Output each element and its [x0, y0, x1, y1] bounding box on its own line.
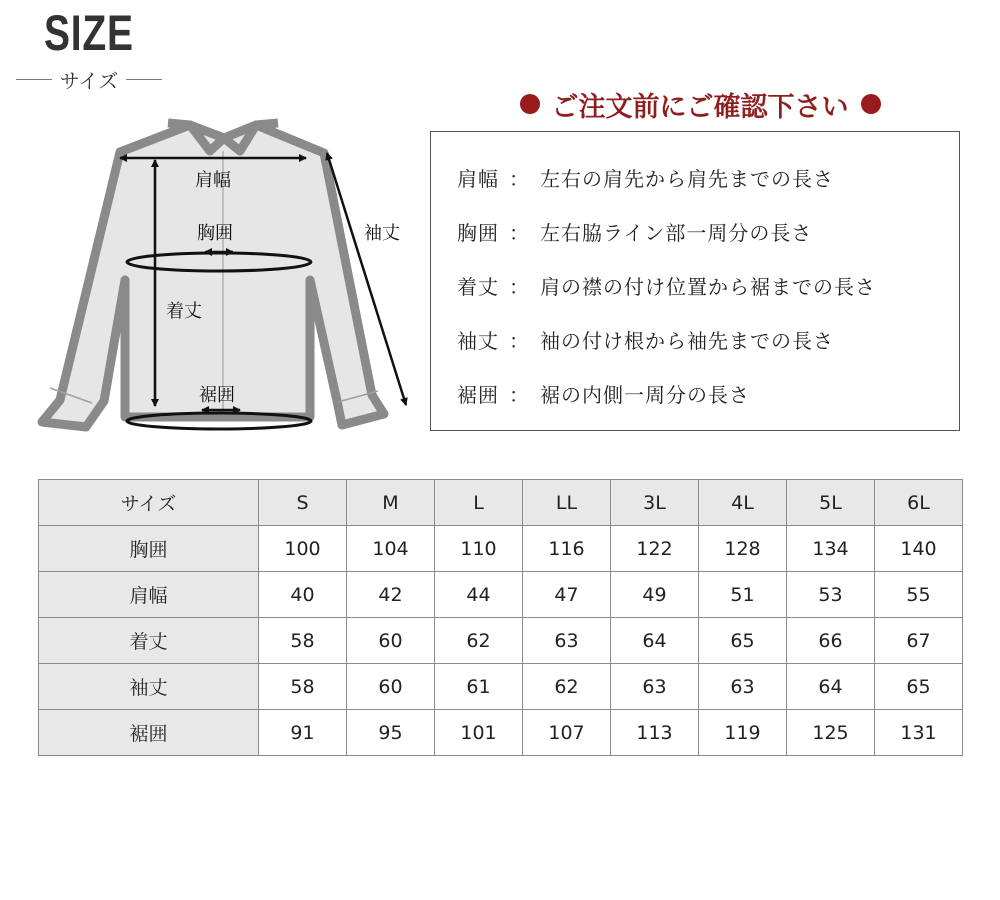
definition-separator: ：	[509, 328, 530, 353]
table-row	[39, 572, 963, 618]
table-cell: 60	[347, 664, 435, 710]
size-column-header: 3L	[611, 480, 699, 526]
table-cell: 49	[611, 572, 699, 618]
row-label: 着丈	[39, 618, 259, 664]
table-cell: 58	[259, 664, 347, 710]
table-header-label: サイズ	[39, 480, 259, 526]
size-table	[38, 479, 963, 756]
table-cell: 47	[523, 572, 611, 618]
definition-term: 裾囲	[457, 382, 499, 407]
table-cell: 64	[787, 664, 875, 710]
definition-term: 胸囲	[457, 220, 499, 245]
definition-term: 肩幅	[457, 166, 499, 191]
size-column-header: 4L	[699, 480, 787, 526]
table-cell: 66	[787, 618, 875, 664]
definition-separator: ：	[509, 166, 530, 191]
size-column-header: S	[259, 480, 347, 526]
table-cell: 61	[435, 664, 523, 710]
table-cell: 63	[699, 664, 787, 710]
table-cell: 91	[259, 710, 347, 756]
table-cell: 63	[611, 664, 699, 710]
table-row	[39, 710, 963, 756]
table-cell: 131	[875, 710, 963, 756]
table-cell: 58	[259, 618, 347, 664]
bullet-dot-icon	[861, 94, 881, 114]
divider	[126, 79, 162, 80]
length-label: 着丈	[166, 301, 202, 322]
chest-label: 胸囲	[197, 223, 233, 244]
size-column-header: 6L	[875, 480, 963, 526]
table-row	[39, 664, 963, 710]
table-cell: 64	[611, 618, 699, 664]
table-row	[39, 618, 963, 664]
definition-separator: ：	[509, 274, 530, 299]
size-column-header: L	[435, 480, 523, 526]
table-cell: 134	[787, 526, 875, 572]
definition-text: 肩の襟の付け位置から裾までの長さ	[540, 274, 876, 299]
page-subtitle	[16, 64, 162, 94]
definitions-box	[430, 131, 960, 431]
row-label: 肩幅	[39, 572, 259, 618]
table-cell: 62	[435, 618, 523, 664]
sleeve-label: 袖丈	[364, 223, 400, 244]
row-label: 袖丈	[39, 664, 259, 710]
table-cell: 122	[611, 526, 699, 572]
size-column-header: LL	[523, 480, 611, 526]
table-cell: 119	[699, 710, 787, 756]
definition-separator: ：	[509, 220, 530, 245]
bullet-dot-icon	[520, 94, 540, 114]
definition-row	[457, 312, 959, 366]
table-cell: 101	[435, 710, 523, 756]
subtitle-text: サイズ	[59, 68, 119, 93]
definition-text: 袖の付け根から袖先までの長さ	[540, 328, 834, 353]
definition-text: 裾の内側一周分の長さ	[540, 382, 750, 407]
row-label: 胸囲	[39, 526, 259, 572]
table-cell: 44	[435, 572, 523, 618]
table-cell: 67	[875, 618, 963, 664]
table-cell: 140	[875, 526, 963, 572]
size-column-header: 5L	[787, 480, 875, 526]
definition-row	[457, 366, 959, 420]
table-cell: 107	[523, 710, 611, 756]
table-cell: 63	[523, 618, 611, 664]
definition-row	[457, 258, 959, 312]
table-cell: 116	[523, 526, 611, 572]
table-row	[39, 526, 963, 572]
table-cell: 100	[259, 526, 347, 572]
definition-text: 左右の肩先から肩先までの長さ	[540, 166, 834, 191]
table-cell: 65	[875, 664, 963, 710]
definition-separator: ：	[509, 382, 530, 407]
jacket-measurement-diagram	[20, 105, 420, 440]
table-cell: 65	[699, 618, 787, 664]
definition-row	[457, 204, 959, 258]
notice-heading	[480, 84, 920, 124]
table-cell: 110	[435, 526, 523, 572]
table-cell: 55	[875, 572, 963, 618]
size-column-header: M	[347, 480, 435, 526]
table-cell: 104	[347, 526, 435, 572]
definition-term: 袖丈	[457, 328, 499, 353]
table-cell: 113	[611, 710, 699, 756]
divider	[16, 79, 52, 80]
page-title: SIZE	[44, 5, 134, 61]
definition-term: 着丈	[457, 274, 499, 299]
shoulder-label: 肩幅	[195, 170, 231, 191]
definition-row	[457, 150, 959, 204]
table-cell: 40	[259, 572, 347, 618]
table-cell: 51	[699, 572, 787, 618]
table-cell: 62	[523, 664, 611, 710]
table-cell: 42	[347, 572, 435, 618]
row-label: 裾囲	[39, 710, 259, 756]
table-cell: 128	[699, 526, 787, 572]
table-header-row	[39, 480, 963, 526]
table-cell: 60	[347, 618, 435, 664]
table-cell: 125	[787, 710, 875, 756]
definition-text: 左右脇ライン部一周分の長さ	[540, 220, 813, 245]
notice-title: ご注文前にご確認下さい	[551, 91, 849, 123]
table-cell: 95	[347, 710, 435, 756]
hem-label: 裾囲	[199, 385, 235, 406]
table-cell: 53	[787, 572, 875, 618]
